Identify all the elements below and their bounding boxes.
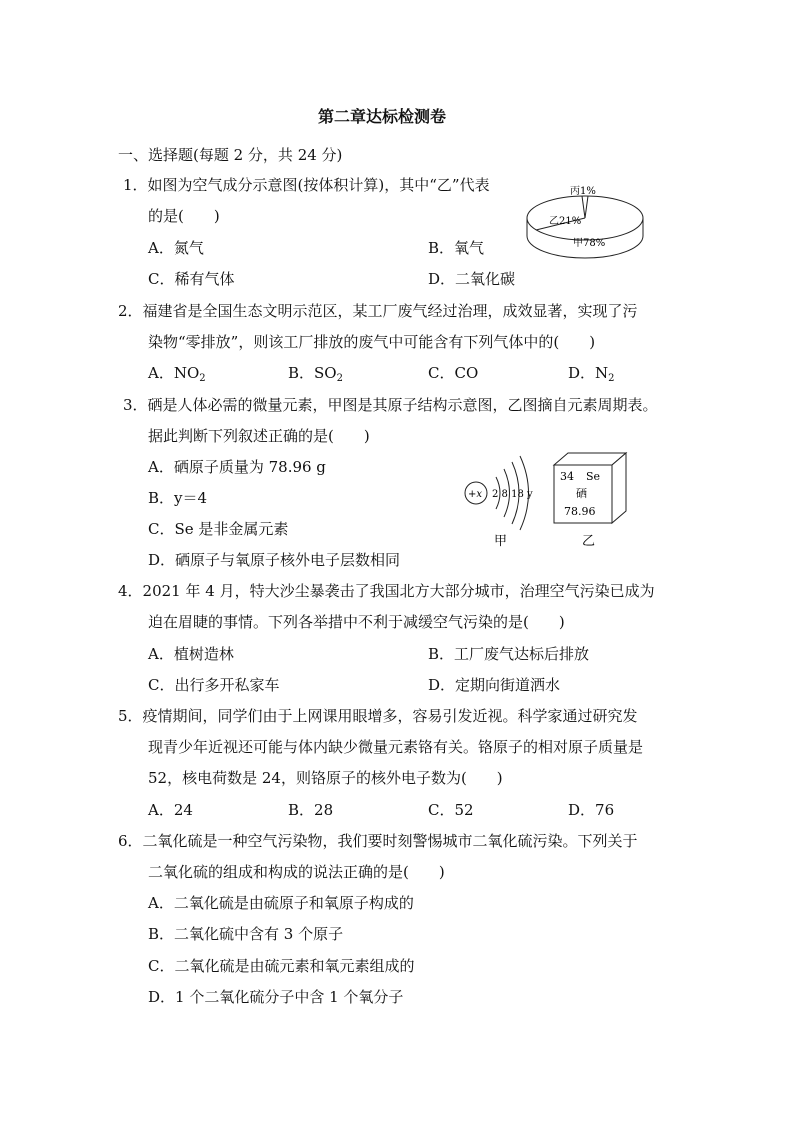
q3-option-d: D．硒原子与氧原子核外电子层数相同 (148, 551, 401, 569)
element-name: 硒 (576, 487, 587, 500)
q1-stem-line1: 1．如图为空气成分示意图(按体积计算)，其中“乙”代表 (123, 176, 490, 194)
atomic-number: 34 (560, 470, 574, 483)
atom-figure-label: 甲 (494, 534, 508, 549)
q6-stem-line1: 6．二氧化硫是一种空气污染物，我们要时刻警惕城市二氧化硫污染。下列关于 (118, 832, 638, 850)
q2-option-d: D．$N_2$ (568, 364, 615, 384)
page-title: 第二章达标检测卷 (318, 107, 447, 126)
atomic-mass: 78.96 (564, 505, 596, 518)
q4-stem-line2: 迫在眉睫的事情。下列各举措中不利于减缓空气污染的是( ) (148, 613, 565, 631)
pie-label-jia: 甲78% (573, 238, 606, 249)
q6-option-b: B．二氧化硫中含有 3 个原子 (148, 925, 344, 943)
q5-stem-line1: 5．疫情期间，同学们由于上网课用眼增多，容易引发近视。科学家通过研究发 (118, 707, 638, 725)
q4-option-c: C．出行多开私家车 (148, 676, 280, 694)
q2-stem-line2: 染物“零排放”，则该工厂排放的废气中可能含有下列气体中的( ) (148, 333, 596, 351)
q4-option-d: D．定期向街道洒水 (428, 676, 561, 694)
q6-option-c: C．二氧化硫是由硫元素和氧元素组成的 (148, 957, 415, 975)
q2-option-b: B．$SO_2$ (288, 364, 343, 384)
selenium-atom-structure-figure (458, 455, 538, 549)
q1-option-b: B．氧气 (428, 239, 485, 257)
q4-stem-line1: 4．2021 年 4 月，特大沙尘暴袭击了我国北方大部分城市，治理空气污染已成为 (118, 582, 655, 600)
q2-stem-line1: 2．福建省是全国生态文明示范区，某工厂废气经过治理，成效显著，实现了污 (118, 302, 638, 320)
q3-option-a: A．硒原子质量为 78.96 g (148, 458, 326, 476)
q1-option-c: C．稀有气体 (148, 270, 235, 288)
q6-option-d: D．1 个二氧化硫分子中含 1 个氧分子 (148, 988, 404, 1006)
q4-option-b: B．工厂废气达标后排放 (428, 645, 590, 663)
q5-option-a: A．24 (148, 801, 193, 819)
q2-option-a: A．$NO_2$ (148, 364, 206, 384)
q1-stem-line2: 的是( ) (148, 207, 220, 225)
element-symbol: Se (586, 470, 601, 483)
section-heading: 一、选择题(每题 2 分，共 24 分) (118, 146, 343, 164)
q3-stem-line1: 3．硒是人体必需的微量元素，甲图是其原子结构示意图，乙图摘自元素周期表。 (123, 396, 658, 414)
cell-figure-label: 乙 (582, 534, 596, 549)
cell-side (612, 453, 626, 523)
q3-stem-line2: 据此判断下列叙述正确的是( ) (148, 427, 370, 445)
electron-shells: 2 8 18 y (492, 489, 533, 500)
q5-option-c: C．52 (428, 801, 474, 819)
q6-stem-line2: 二氧化硫的组成和构成的说法正确的是( ) (148, 863, 445, 881)
q5-option-b: B．28 (288, 801, 334, 819)
nucleus-charge: +x (468, 489, 483, 500)
q5-option-d: D．76 (568, 801, 615, 819)
q3-option-b: B．y＝4 (148, 489, 208, 507)
q5-stem-line2: 现青少年近视还可能与体内缺少微量元素铬有关。铬原子的相对原子质量是 (148, 738, 644, 756)
pie-label-bing: 丙1% (570, 186, 596, 197)
selenium-periodic-cell-figure (550, 451, 630, 549)
q2-option-c: C．CO (428, 364, 479, 382)
q1-option-d: D．二氧化碳 (428, 270, 516, 288)
pie-label-yi: 乙21% (549, 216, 582, 227)
q3-option-c: C．Se 是非金属元素 (148, 520, 289, 538)
q6-option-a: A．二氧化硫是由硫原子和氧原子构成的 (148, 894, 414, 912)
q1-option-a: A．氮气 (148, 239, 204, 257)
air-composition-pie-figure (524, 178, 648, 274)
q5-stem-line3: 52，核电荷数是 24，则铬原子的核外电子数为( ) (148, 769, 503, 787)
q4-option-a: A．植树造林 (148, 645, 234, 663)
